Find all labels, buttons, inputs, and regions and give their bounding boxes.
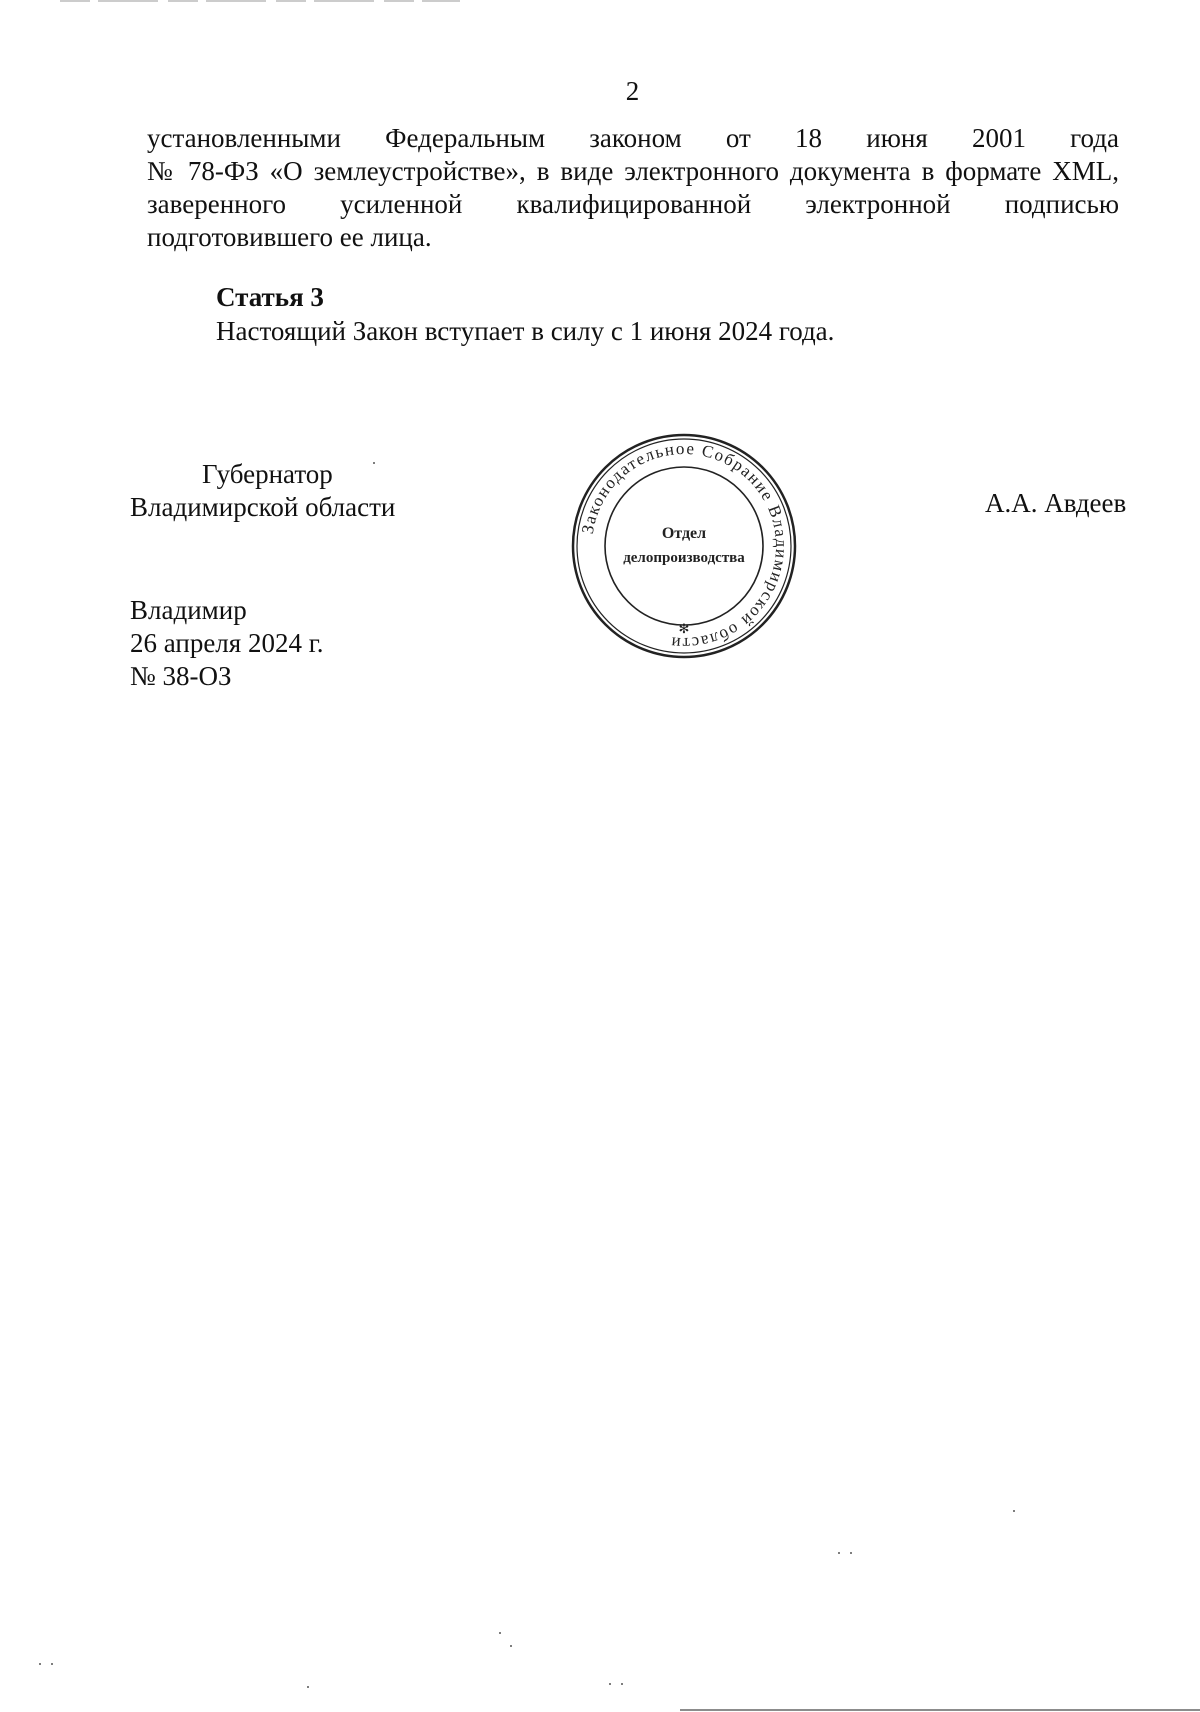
signer-title: Губернатор xyxy=(202,459,333,489)
city: Владимир xyxy=(130,595,247,625)
page-number: 2 xyxy=(625,76,640,106)
signer-name: А.А. Авдеев xyxy=(985,488,1127,518)
stamp-ring-text: Законодательное Собрание Владимирской области xyxy=(577,438,792,654)
paragraph-line-2: № 78-ФЗ «О землеустройстве», в виде электронного документа в формате XML, xyxy=(147,156,1119,186)
article-heading: Статья 3 xyxy=(216,282,324,312)
svg-text:Законодательное Собрание Влади xyxy=(578,439,791,653)
article-text: Настоящий Закон вступает в силу с 1 июня 2024 года. xyxy=(216,316,835,346)
stamp-center-line-1: Отдел xyxy=(661,525,707,542)
body-paragraph xyxy=(147,122,1119,254)
signer-position xyxy=(130,458,420,524)
paragraph-line-3: заверенного усиленной квалифицированной электронной подписью xyxy=(147,189,1119,219)
stamp-center-line-2: делопроизводства xyxy=(623,550,745,566)
official-stamp-icon xyxy=(570,432,798,660)
paragraph-line-1: установленными Федеральным законом от 18 июня 2001 года xyxy=(147,123,1119,153)
signer-region: Владимирской области xyxy=(130,492,396,522)
law-number: № 38-ОЗ xyxy=(130,661,232,691)
place-date-block xyxy=(130,594,323,693)
paragraph-line-4: подготовившего ее лица. xyxy=(147,222,432,252)
date: 26 апреля 2024 г. xyxy=(130,628,324,658)
stamp-star-icon: ✻ xyxy=(678,622,690,637)
